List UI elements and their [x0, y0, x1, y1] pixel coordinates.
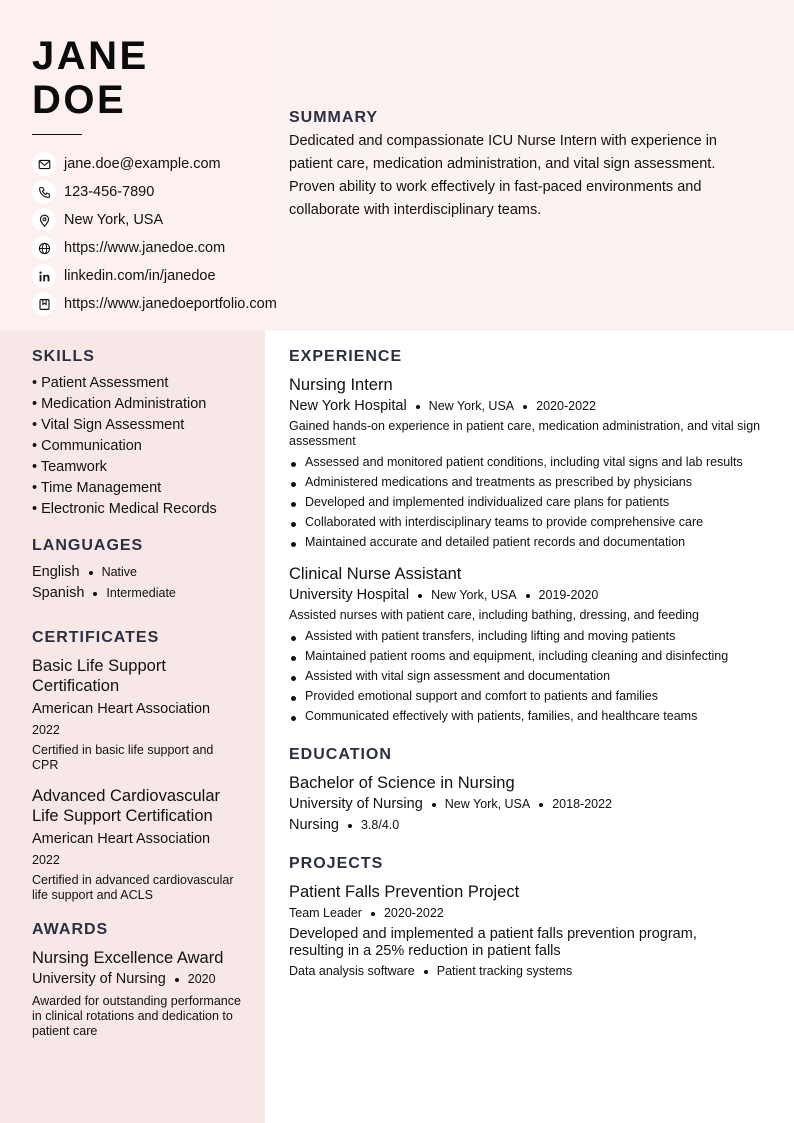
contact-phone-text: 123-456-7890 [64, 184, 155, 200]
job-bullet: Communicated effectively with patients, families, and healthcare teams [289, 706, 769, 726]
certificates-title: CERTIFICATES [32, 629, 160, 646]
summary-title: SUMMARY [289, 109, 379, 126]
projects-title: PROJECTS [289, 855, 384, 872]
skill-item: • Patient Assessment [32, 375, 169, 391]
certificate-org: American Heart Association [32, 831, 211, 847]
candidate-name [32, 34, 149, 122]
name-divider [32, 134, 82, 135]
contact-location-text: New York, USA [64, 212, 164, 228]
degree-title: Bachelor of Science in Nursing [289, 774, 515, 792]
award-item [32, 948, 242, 1039]
job-org: University Hospital [289, 587, 410, 603]
experience-title: EXPERIENCE [289, 348, 403, 365]
separator-dot [526, 594, 530, 598]
job-title: Clinical Nurse Assistant [289, 565, 462, 583]
certificate-description: Certified in advanced cardiovascular life support and ACLS [32, 873, 234, 902]
job-location: New York, USA [428, 399, 515, 413]
contact-portfolio[interactable] [32, 290, 277, 318]
job-location: New York, USA [431, 588, 517, 602]
skill-item: • Time Management [32, 480, 162, 496]
school-location: New York, USA [444, 797, 531, 811]
contact-location [32, 206, 277, 234]
job-bullet: Collaborated with interdisciplinary teams to provide comprehensive care [289, 512, 769, 532]
separator-dot [416, 405, 420, 409]
contact-portfolio-text: https://www.janedoeportfolio.com [64, 296, 277, 312]
job-bullet: Developed and implemented individualized care plans for patients [289, 492, 769, 512]
certificate-item [32, 656, 242, 773]
location-icon [32, 208, 56, 232]
project-dates: 2020-2022 [383, 906, 444, 920]
education-field-meta [289, 816, 769, 835]
globe-icon [32, 236, 56, 260]
separator-dot [348, 824, 352, 828]
job-bullet: Provided emotional support and comfort to patients and families [289, 686, 769, 706]
languages-title: LANGUAGES [32, 537, 144, 554]
education-dates: 2018-2022 [552, 797, 613, 811]
contact-linkedin[interactable] [32, 262, 277, 290]
job-dates: 2020-2022 [536, 399, 596, 413]
separator-dot [371, 912, 375, 916]
contact-website[interactable] [32, 234, 277, 262]
mail-icon [32, 152, 56, 176]
job-bullet: Administered medications and treatments as prescribed by physicians [289, 472, 769, 492]
contact-phone[interactable] [32, 178, 277, 206]
job-description: Assisted nurses with patient care, including bathing, dressing, and feeding [289, 608, 699, 622]
language-name: Spanish [32, 585, 85, 601]
summary-text: Dedicated and compassionate ICU Nurse Intern with experience in patient care, medication administration, and vital sign assessment. Proven ability to work effectively in fast-paced environments and collaborate with interdisciplinary teams. [289, 133, 717, 218]
job-dates: 2019-2020 [538, 588, 599, 602]
portfolio-icon [32, 292, 56, 316]
job-description: Gained hands-on experience in patient care, medication administration, and vital sign assessment [289, 419, 761, 448]
job-bullet: Maintained accurate and detailed patient records and documentation [289, 532, 769, 552]
language-level: Native [101, 565, 137, 579]
skill-item: • Communication [32, 438, 142, 454]
job-meta [289, 397, 769, 416]
phone-icon [32, 180, 56, 204]
project-item [289, 882, 769, 981]
skill-item: • Medication Administration [32, 396, 207, 412]
last-name: DOE [32, 78, 127, 122]
job-bullet: Assisted with patient transfers, including lifting and moving patients [289, 626, 769, 646]
job-bullet: Assisted with vital sign assessment and documentation [289, 666, 769, 686]
languages-list [32, 562, 242, 604]
separator-dot [432, 803, 436, 807]
education-gpa: 3.8/4.0 [360, 818, 400, 832]
language-level: Intermediate [106, 586, 176, 600]
education-item [289, 773, 769, 835]
project-title: Patient Falls Prevention Project [289, 883, 520, 901]
separator-dot [523, 405, 527, 409]
certificate-year: 2022 [32, 853, 60, 867]
separator-dot [175, 978, 179, 982]
separator-dot [89, 571, 93, 575]
separator-dot [418, 594, 422, 598]
skills-title: SKILLS [32, 348, 95, 365]
project-tools [289, 962, 769, 981]
first-name: JANE [32, 34, 149, 78]
certificate-description: Certified in basic life support and CPR [32, 743, 214, 772]
job-bullets [289, 626, 769, 726]
education-title: EDUCATION [289, 746, 392, 763]
linkedin-icon [32, 264, 56, 288]
skills-list [32, 373, 242, 520]
language-item [32, 562, 242, 583]
project-meta [289, 904, 769, 923]
skill-item: • Vital Sign Assessment [32, 417, 185, 433]
certificate-org: American Heart Association [32, 701, 211, 717]
education-field: Nursing [289, 817, 339, 833]
certificate-item [32, 786, 242, 903]
award-year: 2020 [187, 972, 216, 986]
experience-item [289, 375, 769, 552]
language-item [32, 583, 242, 604]
project-role: Team Leader [289, 906, 362, 920]
right-column [289, 347, 769, 981]
job-meta [289, 586, 769, 605]
contact-email[interactable] [32, 150, 277, 178]
certificate-title: Advanced Cardiovascular Life Support Certification [32, 787, 221, 825]
project-tool: Patient tracking systems [436, 964, 573, 978]
contact-linkedin-text: linkedin.com/in/janedoe [64, 268, 216, 284]
job-title: Nursing Intern [289, 376, 393, 394]
skill-item: • Electronic Medical Records [32, 501, 217, 517]
project-tool: Data analysis software [289, 964, 415, 978]
certificate-year: 2022 [32, 723, 60, 737]
separator-dot [424, 970, 428, 974]
job-org: New York Hospital [289, 398, 407, 414]
award-org: University of Nursing [32, 971, 166, 987]
job-bullet: Maintained patient rooms and equipment, including cleaning and disinfecting [289, 646, 769, 666]
left-column [32, 347, 242, 1039]
awards-title: AWARDS [32, 921, 109, 938]
education-meta [289, 795, 769, 814]
job-bullets [289, 452, 769, 552]
contact-website-text: https://www.janedoe.com [64, 240, 226, 256]
contact-email-text: jane.doe@example.com [64, 156, 221, 172]
experience-item [289, 564, 769, 726]
separator-dot [539, 803, 543, 807]
certificate-title: Basic Life Support Certification [32, 657, 166, 695]
award-meta [32, 970, 242, 989]
school-name: University of Nursing [289, 796, 423, 812]
summary-section [289, 108, 759, 222]
job-bullet: Assessed and monitored patient conditions, including vital signs and lab results [289, 452, 769, 472]
award-title: Nursing Excellence Award [32, 949, 224, 967]
award-description: Awarded for outstanding performance in clinical rotations and dedication to patient care [32, 994, 241, 1038]
contact-list [32, 150, 277, 318]
skill-item: • Teamwork [32, 459, 107, 475]
project-description: Developed and implemented a patient falls prevention program, resulting in a 25% reduction in patient falls [289, 926, 697, 959]
language-name: English [32, 564, 80, 580]
separator-dot [93, 592, 97, 596]
